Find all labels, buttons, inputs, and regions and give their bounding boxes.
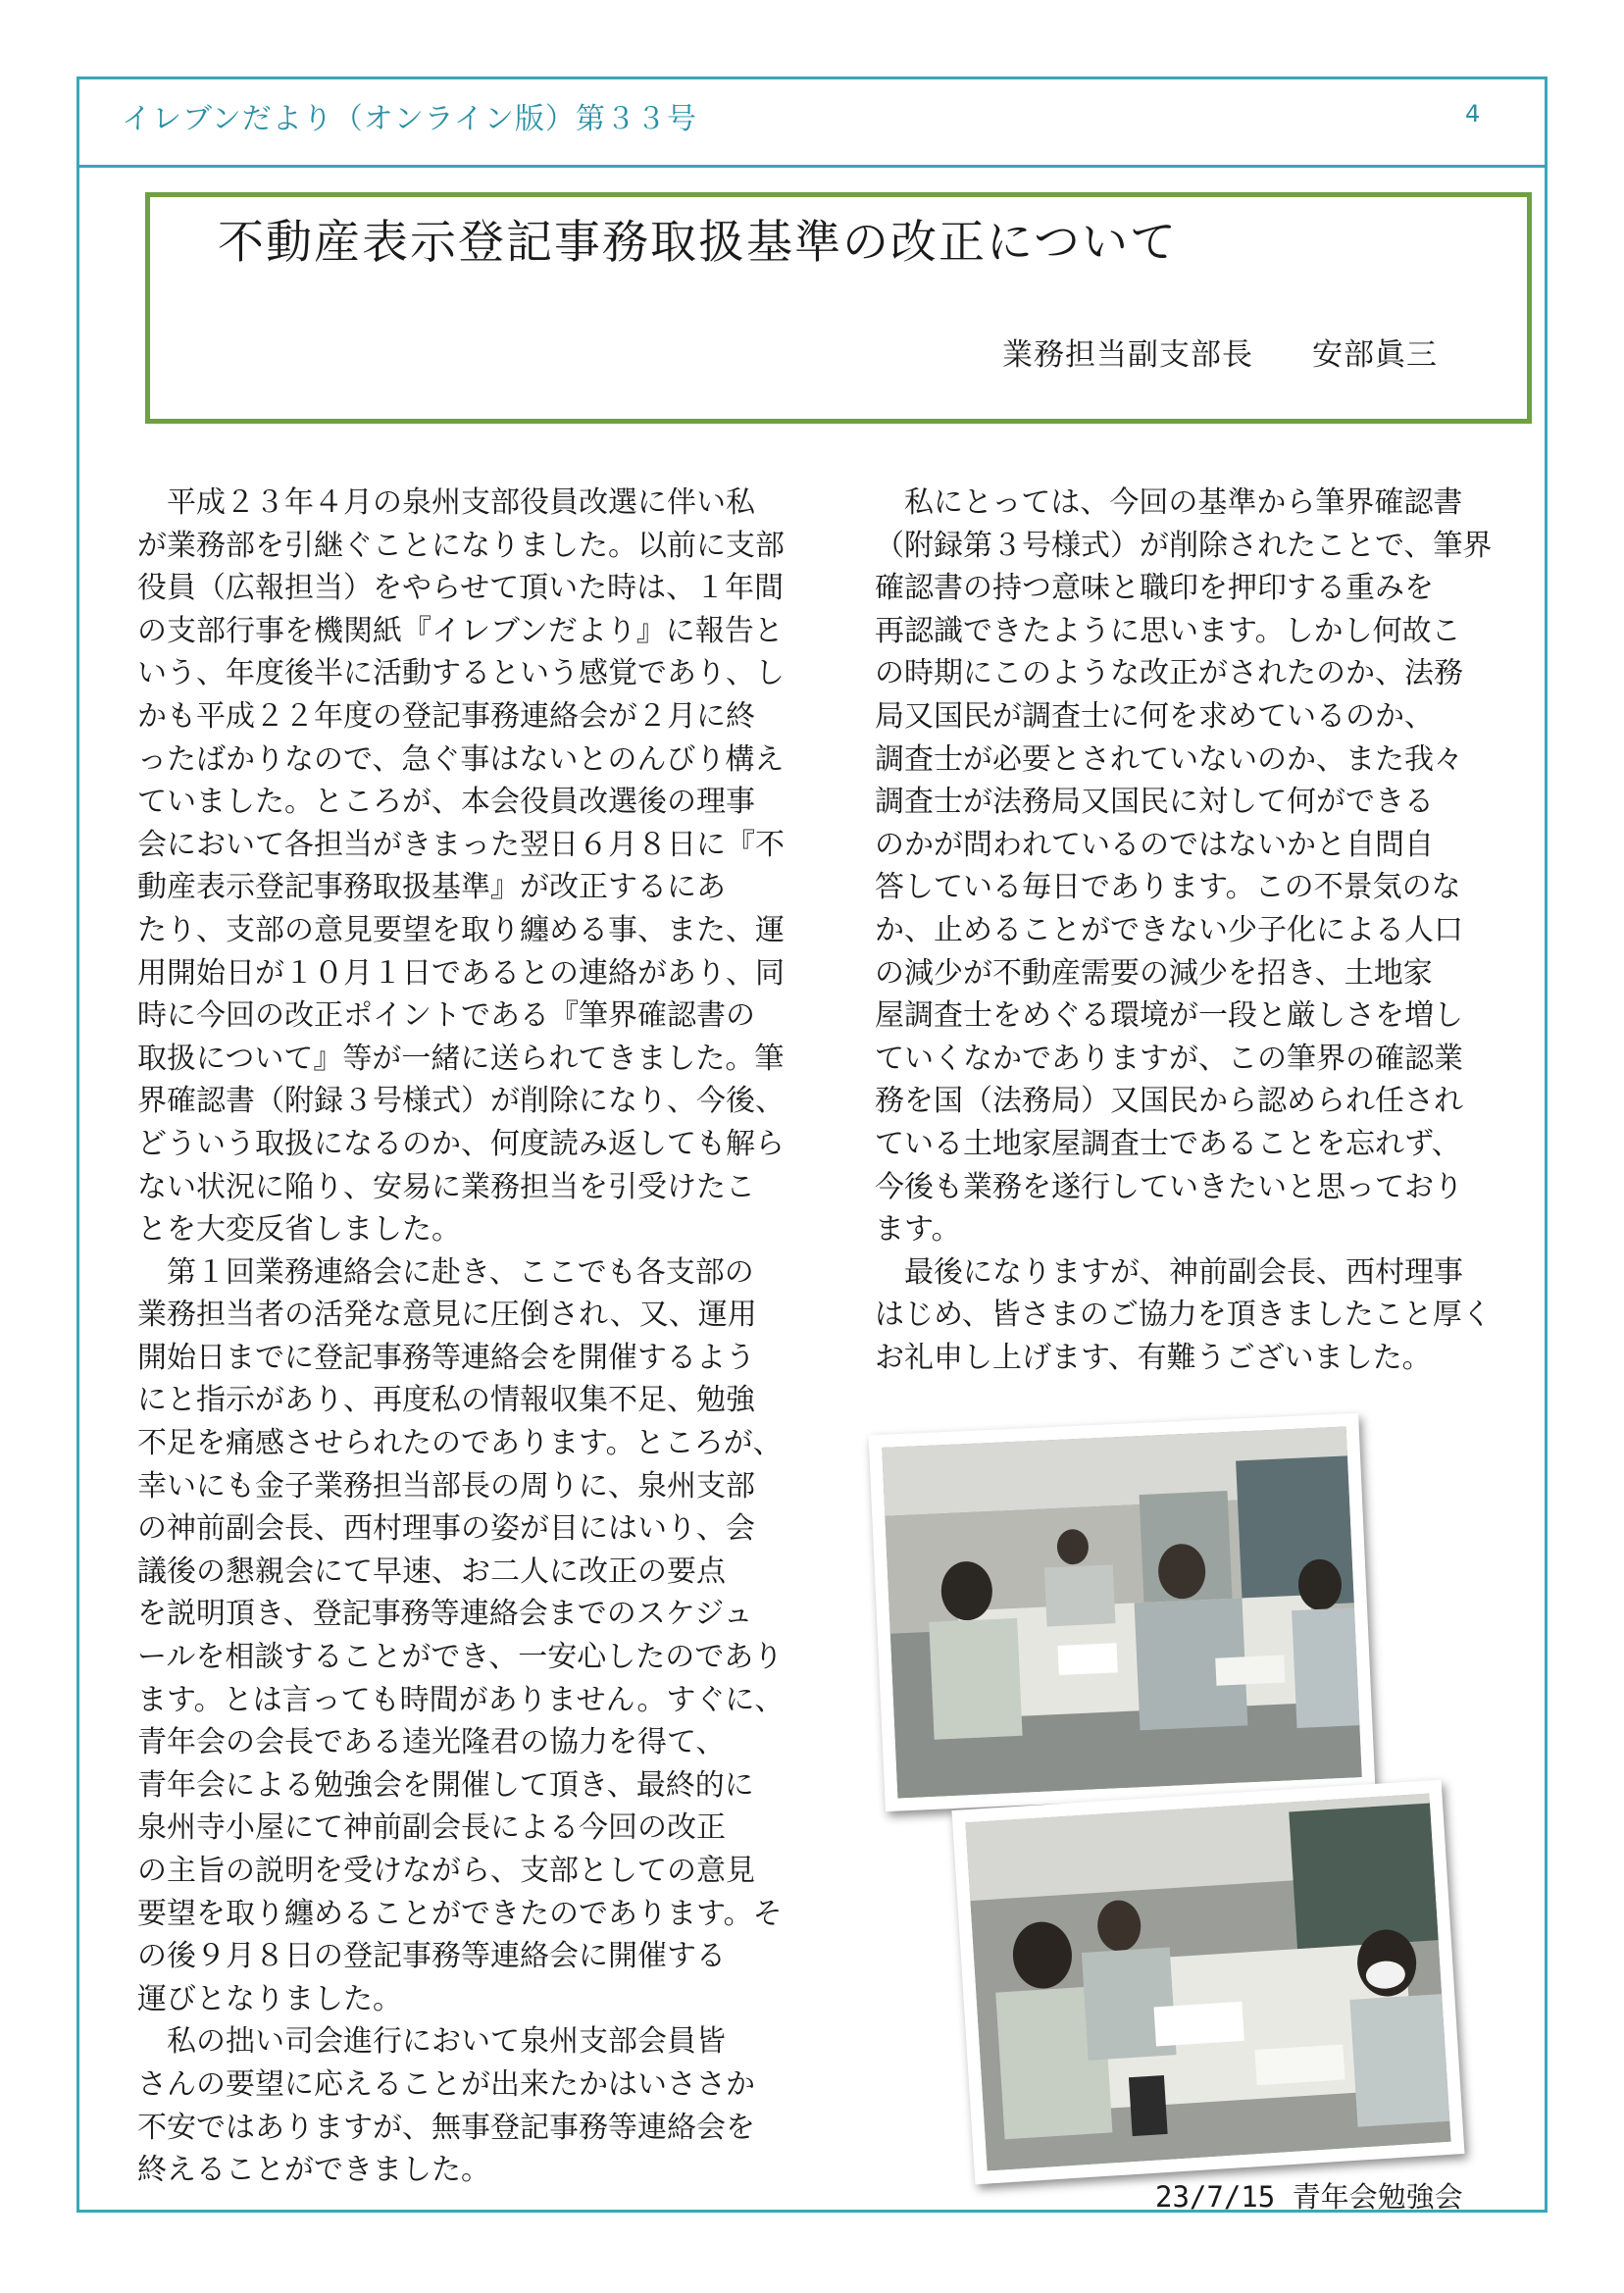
header-divider [76, 165, 1548, 168]
body-line: 第１回業務連絡会に赴き、ここでも各支部の [137, 1254, 754, 1290]
body-line: が業務部を引継ぐことになりました。以前に支部 [137, 528, 785, 563]
body-line: 務を国（法務局）又国民から認められ任され [875, 1084, 1463, 1119]
body-line: ていくなかでありますが、この筆界の確認業 [875, 1041, 1463, 1076]
meeting-photo-2 [952, 1780, 1465, 2185]
body-line: 答している毎日であります。この不景気のな [875, 870, 1461, 905]
body-line: 青年会の会長である逵光隆君の協力を得て、 [137, 1725, 726, 1760]
body-column-left [137, 482, 804, 2192]
body-line: さんの要望に応えることが出来たかはいささか [137, 2066, 755, 2102]
body-line: 会において各担当がきまった翌日６月８日に『不 [137, 827, 785, 862]
meeting-photo-1 [869, 1413, 1376, 1811]
body-line: 時に今回の改正ポイントである『筆界確認書の [137, 998, 755, 1034]
body-line: 動産表示登記事務取扱基準』が改正するにあ [137, 870, 726, 905]
body-line: 終えることができました。 [137, 2153, 490, 2188]
body-line: の支部行事を機関紙『イレブンだより』に報告と [137, 613, 784, 648]
body-line: 不足を痛感させられたのであります。ところが、 [137, 1426, 783, 1461]
body-line: の神前副会長、西村理事の姿が目にはいり、会 [137, 1511, 755, 1547]
page-number: 4 [1465, 100, 1481, 127]
body-line: 取扱について』等が一緒に送られてきました。筆 [137, 1041, 785, 1076]
body-line: 再認識できたように思います。しかし何故こ [875, 613, 1461, 648]
body-line: ったばかりなので、急ぐ事はないとのんびり構え [137, 741, 785, 777]
newsletter-title: イレブンだより（オンライン版）第３３号 [122, 102, 697, 136]
body-line: のかが問われているのではないかと自問自 [875, 827, 1434, 862]
body-line: 確認書の持つ意味と職印を押印する重みを [875, 571, 1434, 606]
body-line: たり、支部の意見要望を取り纏める事、また、運 [137, 912, 785, 947]
body-line: 役員（広報担当）をやらせて頂いた時は、１年間 [137, 571, 785, 606]
photo-image [965, 1793, 1450, 2170]
author-role: 業務担当副支部長 [1002, 337, 1253, 373]
body-line: の時期にこのような改正がされたのか、法務 [875, 656, 1463, 691]
body-line: いう、年度後半に活動するという感覚であり、し [137, 656, 785, 691]
body-line: かも平成２２年度の登記事務連絡会が２月に終 [137, 698, 755, 734]
body-line: 局又国民が調査士に何を求めているのか、 [875, 698, 1434, 734]
body-line: 運びとなりました。 [137, 1981, 402, 2016]
body-line: を説明頂き、登記事務等連絡会までのスケジュ [137, 1597, 753, 1632]
body-line: 今後も業務を遂行していきたいと思っており [875, 1169, 1463, 1204]
body-line: （附録第３号様式）が削除されたことで、筆界 [875, 528, 1493, 563]
body-line: どういう取扱になるのか、何度読み返しても解ら [137, 1126, 785, 1161]
author-name: 安部眞三 [1312, 337, 1438, 373]
body-column-right [875, 482, 1512, 1379]
body-line: 最後になりますが、神前副会長、西村理事 [875, 1254, 1463, 1290]
body-line: の減少が不動産需要の減少を招き、土地家 [875, 955, 1433, 991]
body-line: 調査士が法務局又国民に対して何ができる [875, 785, 1434, 820]
body-line: 私にとっては、今回の基準から筆界確認書 [875, 485, 1463, 520]
body-line: ールを相談することができ、一安心したのであり [137, 1640, 784, 1675]
body-line: 界確認書（附録３号様式）が削除になり、今後、 [137, 1084, 785, 1119]
body-line: ていました。ところが、本会役員改選後の理事 [137, 785, 755, 820]
body-line: とを大変反省しました。 [137, 1212, 461, 1248]
body-line: 幸いにも金子業務担当部長の周りに、泉州支部 [137, 1468, 755, 1503]
body-line: 不安ではありますが、無事登記事務等連絡会を [137, 2110, 755, 2145]
body-line: 青年会による勉強会を開催して頂き、最終的に [137, 1767, 754, 1803]
body-line: 私の拙い司会進行において泉州支部会員皆 [137, 2024, 726, 2060]
body-line: か、止めることができない少子化による人口 [875, 912, 1463, 947]
body-line: 要望を取り纏めることができたのであります。そ [137, 1896, 783, 1931]
article-title: 不動産表示登記事務取扱基準の改正について [218, 216, 1179, 270]
body-line: 用開始日が１０月１日であるとの連絡があり、同 [137, 955, 785, 991]
body-line: ます。 [875, 1212, 961, 1248]
body-line: 泉州寺小屋にて神前副会長による今回の改正 [137, 1810, 726, 1846]
body-line: ます。とは言っても時間がありません。すぐに、 [137, 1682, 785, 1717]
body-line: 平成２３年４月の泉州支部役員改選に伴い私 [137, 485, 755, 520]
body-line: ない状況に陥り、安易に業務担当を引受けたこ [137, 1169, 755, 1204]
body-line: の後９月８日の登記事務等連絡会に開催する [137, 1939, 726, 1974]
photo-image [882, 1426, 1362, 1798]
body-line: 開始日までに登記事務等連絡会を開催するよう [137, 1340, 755, 1375]
body-line: 屋調査士をめぐる環境が一段と厳しさを増し [875, 998, 1463, 1034]
body-line: ている土地家屋調査士であることを忘れず、 [875, 1126, 1461, 1161]
body-line: はじめ、皆さまのご協力を頂きましたこと厚く [875, 1298, 1492, 1333]
body-line: の主旨の説明を受けながら、支部としての意見 [137, 1854, 755, 1888]
body-line: 議後の懇親会にて早速、お二人に改正の要点 [137, 1554, 726, 1589]
body-line: 業務担当者の活発な意見に圧倒され、又、運用 [137, 1298, 757, 1333]
body-line: お礼申し上げます、有難うございました。 [875, 1340, 1432, 1375]
body-line: 調査士が必要とされていないのか、また我々 [875, 741, 1463, 777]
body-line: にと指示があり、再度私の情報収集不足、勉強 [137, 1383, 755, 1418]
photo-caption: 23/7/15 青年会勉強会 [1155, 2180, 1463, 2214]
